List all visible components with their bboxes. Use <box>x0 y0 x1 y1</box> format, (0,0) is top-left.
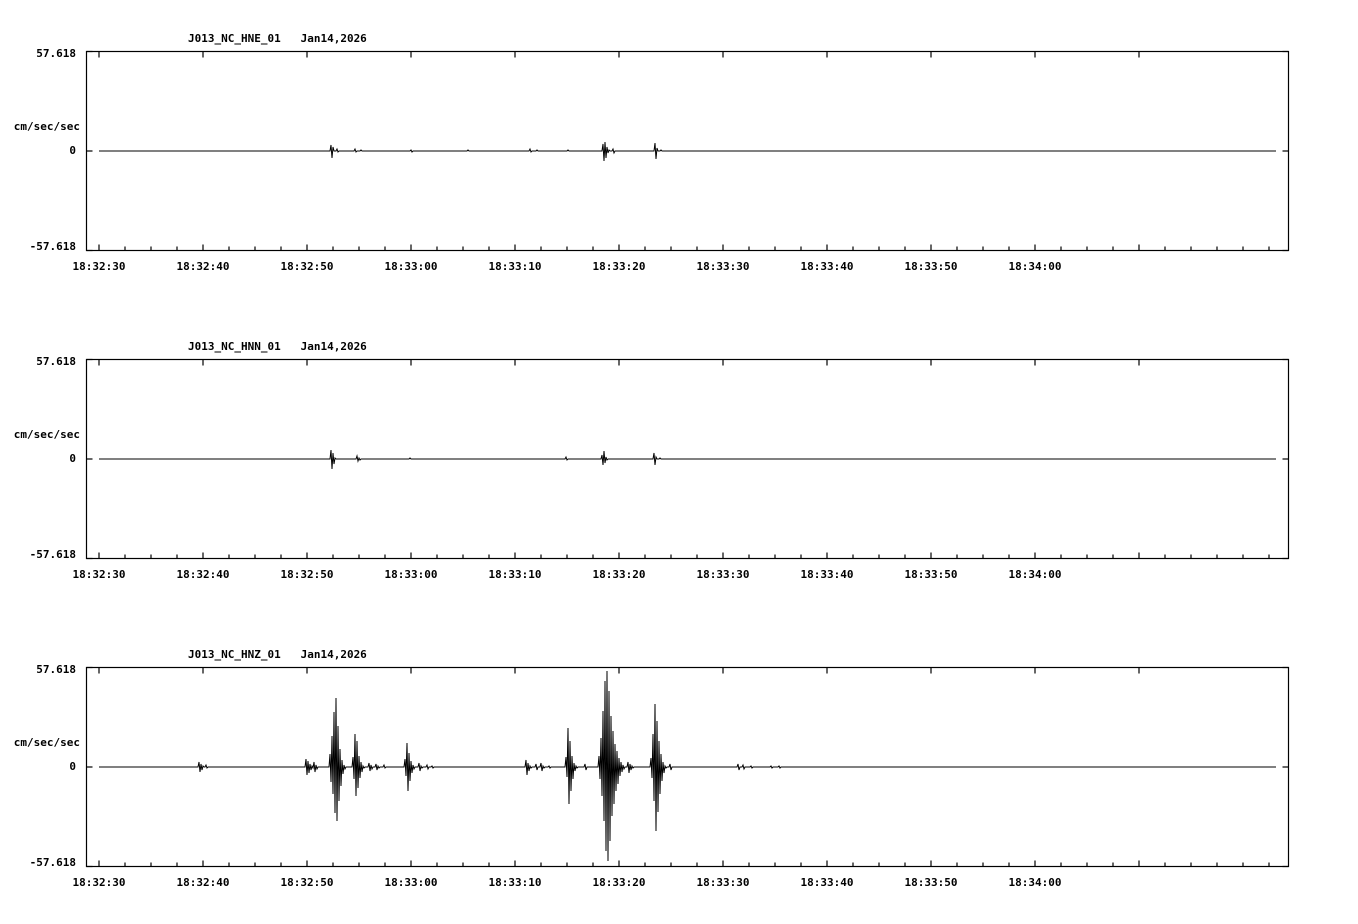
xtick-label-hne-9: 18:34:00 <box>1008 260 1062 273</box>
xtick-label-hnn-2: 18:32:50 <box>280 568 334 581</box>
ytick-min-hnn: -57.618 <box>29 548 76 561</box>
waveform-trace-hnn <box>99 450 1276 469</box>
ytick-zero-hne: 0 <box>69 144 76 157</box>
xtick-label-hnn-8: 18:33:50 <box>904 568 958 581</box>
xtick-label-hnz-2: 18:32:50 <box>280 876 334 889</box>
ytick-zero-hnn: 0 <box>69 452 76 465</box>
ytick-min-hnz: -57.618 <box>29 856 76 869</box>
xtick-label-hnz-9: 18:34:00 <box>1008 876 1062 889</box>
plot-title-hne: J013_NC_HNE_01 Jan14,2026 <box>188 32 367 45</box>
plot-title-hnz: J013_NC_HNZ_01 Jan14,2026 <box>188 648 367 661</box>
xtick-label-hnn-5: 18:33:20 <box>592 568 646 581</box>
xtick-label-hnz-1: 18:32:40 <box>176 876 230 889</box>
xtick-label-hnn-1: 18:32:40 <box>176 568 230 581</box>
xtick-label-hne-4: 18:33:10 <box>488 260 542 273</box>
xtick-label-hne-3: 18:33:00 <box>384 260 438 273</box>
xtick-label-hnz-8: 18:33:50 <box>904 876 958 889</box>
xtick-label-hnn-4: 18:33:10 <box>488 568 542 581</box>
plot-area-hnn <box>0 308 1358 578</box>
yaxis-unit-hnz: cm/sec/sec <box>13 736 80 749</box>
xtick-label-hnn-6: 18:33:30 <box>696 568 750 581</box>
xtick-label-hnz-0: 18:32:30 <box>72 876 126 889</box>
xtick-label-hnn-9: 18:34:00 <box>1008 568 1062 581</box>
xtick-label-hnn-7: 18:33:40 <box>800 568 854 581</box>
waveform-trace-hne <box>99 142 1276 161</box>
waveform-trace-hnz <box>99 671 1276 861</box>
plot-area-hnz <box>0 616 1358 886</box>
xtick-label-hnz-5: 18:33:20 <box>592 876 646 889</box>
xtick-label-hnz-6: 18:33:30 <box>696 876 750 889</box>
xtick-label-hnn-0: 18:32:30 <box>72 568 126 581</box>
xtick-label-hne-2: 18:32:50 <box>280 260 334 273</box>
xtick-label-hnz-7: 18:33:40 <box>800 876 854 889</box>
xtick-label-hne-8: 18:33:50 <box>904 260 958 273</box>
ytick-zero-hnz: 0 <box>69 760 76 773</box>
ytick-max-hnn: 57.618 <box>36 355 76 368</box>
plot-area-hne <box>0 0 1358 270</box>
xtick-label-hne-5: 18:33:20 <box>592 260 646 273</box>
xtick-label-hnz-3: 18:33:00 <box>384 876 438 889</box>
xtick-label-hne-7: 18:33:40 <box>800 260 854 273</box>
plot-title-hnn: J013_NC_HNN_01 Jan14,2026 <box>188 340 367 353</box>
yaxis-unit-hne: cm/sec/sec <box>13 120 80 133</box>
ytick-max-hnz: 57.618 <box>36 663 76 676</box>
xtick-label-hne-6: 18:33:30 <box>696 260 750 273</box>
yaxis-unit-hnn: cm/sec/sec <box>13 428 80 441</box>
ytick-min-hne: -57.618 <box>29 240 76 253</box>
xtick-label-hne-1: 18:32:40 <box>176 260 230 273</box>
xtick-label-hne-0: 18:32:30 <box>72 260 126 273</box>
xtick-label-hnz-4: 18:33:10 <box>488 876 542 889</box>
xtick-label-hnn-3: 18:33:00 <box>384 568 438 581</box>
ytick-max-hne: 57.618 <box>36 47 76 60</box>
